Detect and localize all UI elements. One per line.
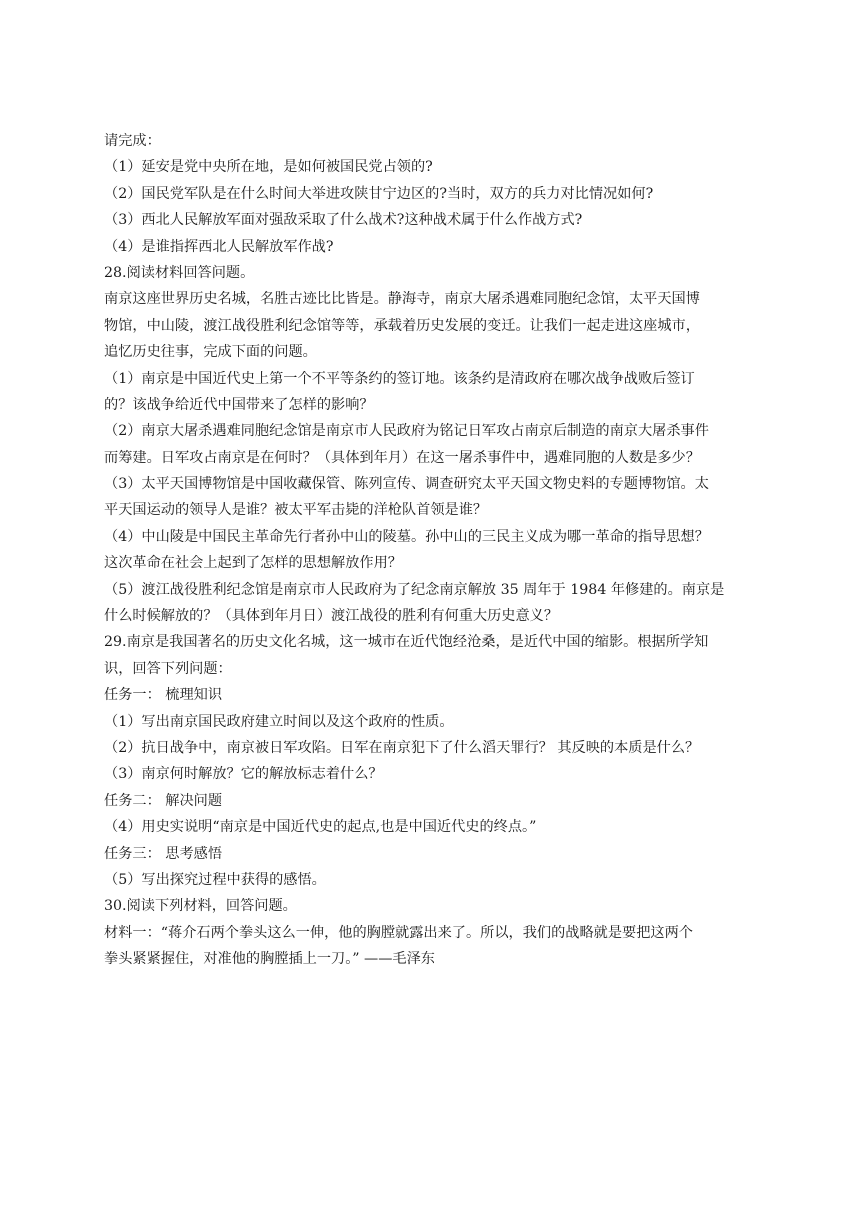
text-line: 材料一：“蒋介石两个拳头这么一伸，他的胸膛就露出来了。所以，我们的战略就是要把这两个 — [104, 924, 693, 941]
text-line: 南京这座世界历史名城，名胜古迹比比皆是。静海寺，南京大屠杀遇难同胞纪念馆，太平天国博 — [104, 291, 700, 308]
text-line: 物馆，中山陵，渡江战役胜利纪念馆等等，承载着历史发展的变迁。让我们一起走进这座城市， — [104, 317, 700, 334]
task-heading: 任务三： 思考感悟 — [104, 845, 223, 862]
text-line: （1）写出南京国民政府建立时间以及这个政府的性质。 — [104, 713, 454, 730]
text-line: 追忆历史往事，完成下面的问题。 — [104, 344, 317, 361]
text-line: （1）延安是党中央所在地，是如何被国民党占领的? — [104, 159, 433, 176]
question-heading: 28.阅读材料回答问题。 — [104, 264, 255, 281]
document-page — [104, 128, 756, 973]
text-line: （5）渡江战役胜利纪念馆是南京市人民政府为了纪念南京解放 35 周年于 1984 年修建的。南京是 — [104, 581, 725, 598]
text-line: （2）南京大屠杀遇难同胞纪念馆是南京市人民政府为铭记日军攻占南京后制造的南京大屠杀事件 — [104, 423, 709, 440]
text-line: 什么时候解放的？（具体到年月日）渡江战役的胜利有何重大历史意义？ — [104, 608, 559, 625]
text-line: （4）是谁指挥西北人民解放军作战? — [104, 238, 334, 255]
text-line: 而筹建。日军攻占南京是在何时？（具体到年月）在这一屠杀事件中，遇难同胞的人数是多少？ — [104, 449, 700, 466]
text-line: 平天国运动的领导人是谁？被太平军击毙的洋枪队首领是谁？ — [104, 502, 488, 519]
task-heading: 任务一： 梳理知识 — [104, 687, 223, 704]
text-line: 的？该战争给近代中国带来了怎样的影响？ — [104, 396, 374, 413]
task-heading: 任务二： 解决问题 — [104, 792, 223, 809]
text-line: （4）中山陵是中国民主革命先行者孙中山的陵墓。孙中山的三民主义成为哪一革命的指导思想？ — [104, 528, 709, 545]
text-line: 识，回答下列问题： — [104, 660, 232, 677]
text-line: （3）太平天国博物馆是中国收藏保管、陈列宣传、调查研究太平天国文物史料的专题博物馆。太 — [104, 476, 709, 493]
text-line: （5）写出探究过程中获得的感悟。 — [104, 871, 326, 888]
text-line: 拳头紧紧握住，对准他的胸膛插上一刀。” ——毛泽东 — [104, 951, 435, 968]
text-line: （3）南京何时解放？它的解放标志着什么？ — [104, 766, 383, 783]
question-heading: 29.南京是我国著名的历史文化名城，这一城市在近代饱经沧桑，是近代中国的缩影。根据所学知 — [104, 634, 709, 651]
text-line: （3）西北人民解放军面对强敌采取了什么战术?这种战术属于什么作战方式? — [104, 212, 583, 229]
question-heading: 30.阅读下列材料，回答问题。 — [104, 898, 297, 915]
text-line: （2）国民党军队是在什么时间大举进攻陕甘宁边区的?当时，双方的兵力对比情况如何? — [104, 185, 654, 202]
text-line: （1）南京是中国近代史上第一个不平等条约的签订地。该条约是清政府在哪次战争战败后签订 — [104, 370, 695, 387]
text-line: （2）抗日战争中，南京被日军攻陷。日军在南京犯下了什么滔天罪行？ 其反映的本质是什么？ — [104, 739, 700, 756]
text-line: 这次革命在社会上起到了怎样的思想解放作用？ — [104, 555, 402, 572]
text-line: 请完成： — [104, 133, 161, 149]
text-line: （4）用史实说明“南京是中国近代史的起点,也是中国近代史的终点。” — [104, 819, 537, 836]
